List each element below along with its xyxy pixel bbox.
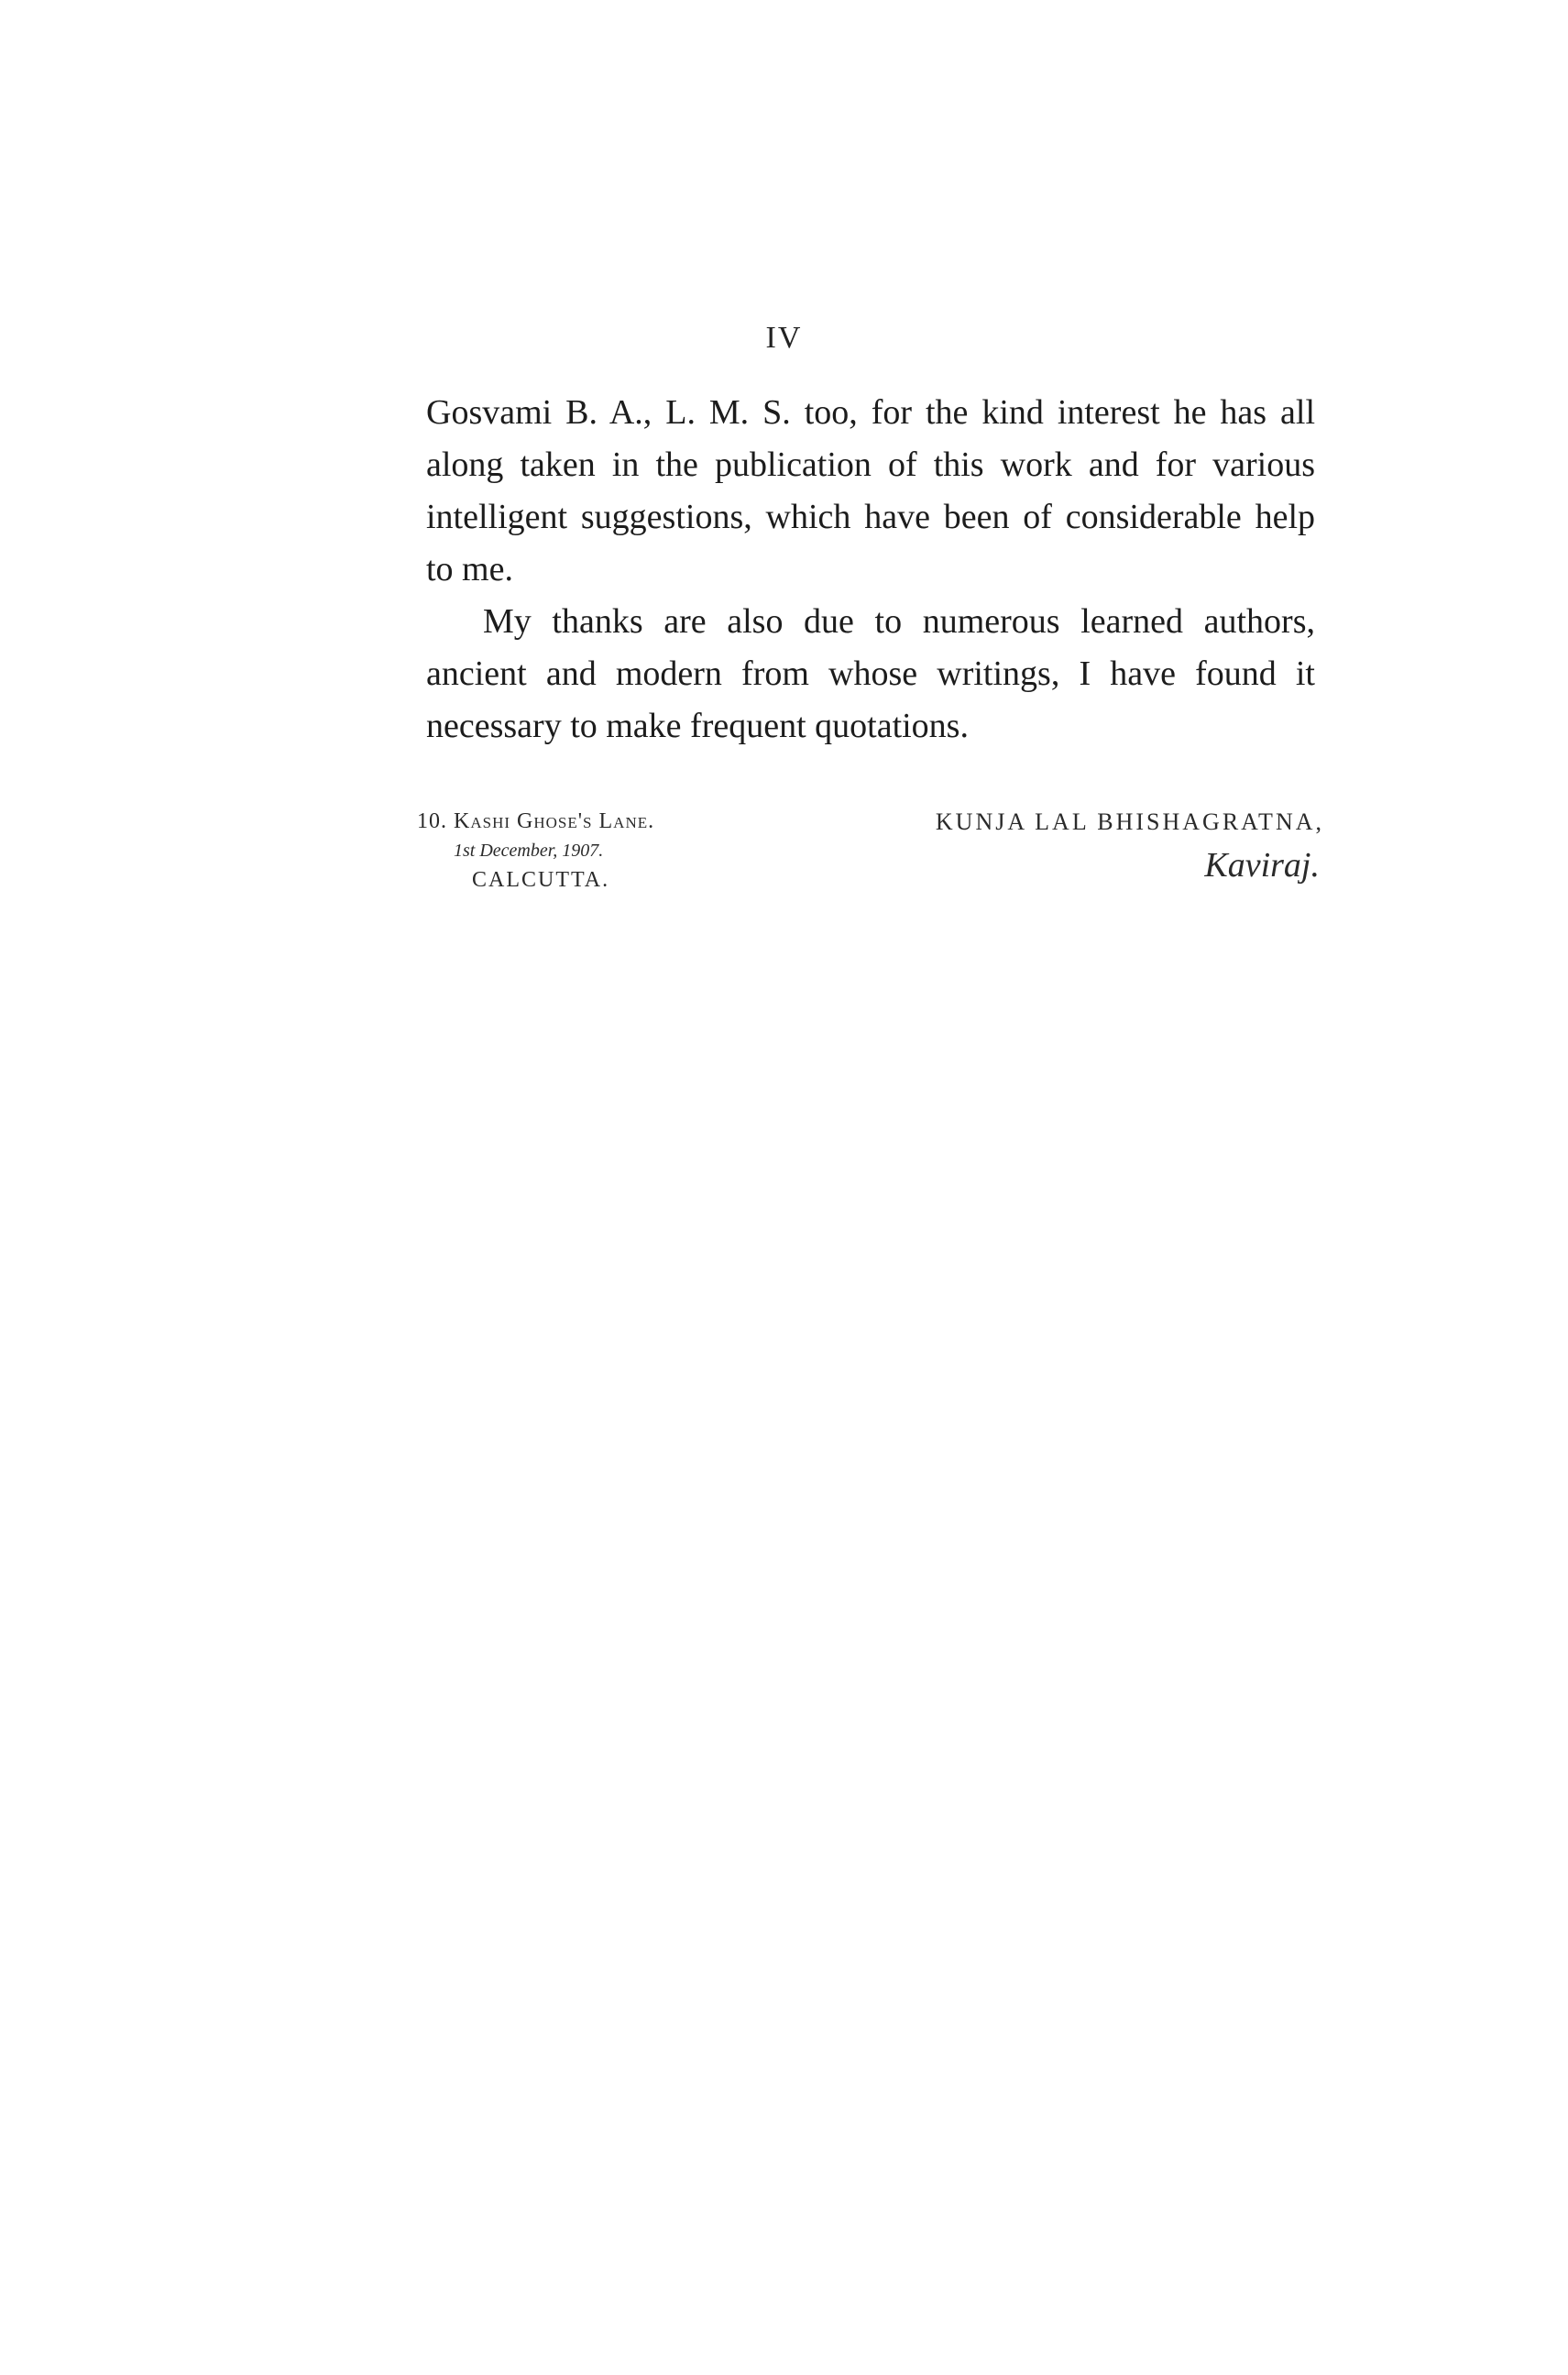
body-text [426,387,1315,753]
signature-city: CALCUTTA. [472,868,610,892]
signature-date: 1st December, 1907. [454,841,604,861]
page-number: IV [765,321,803,355]
signature-author-block [811,807,1324,893]
signature-address-block [417,807,784,895]
paragraph-acknowledgement: Gosvami B. A., L. M. S. too, for the kind interest he has all along taken in the publication of this work and for various intelligent suggestions, which have been of considerable help to me. [426,393,1315,588]
signature-block [417,807,1324,926]
signature-address: 10. Kashi Ghose's Lane. [417,809,655,833]
paragraph-thanks: My thanks are also due to numerous learned authors, ancient and modern from whose writings, I have found it necessary to make frequent quotations. [426,602,1315,745]
signature-name: KUNJA LAL BHISHAGRATNA, [935,808,1324,835]
signature-title: Kaviraj. [1204,846,1320,885]
